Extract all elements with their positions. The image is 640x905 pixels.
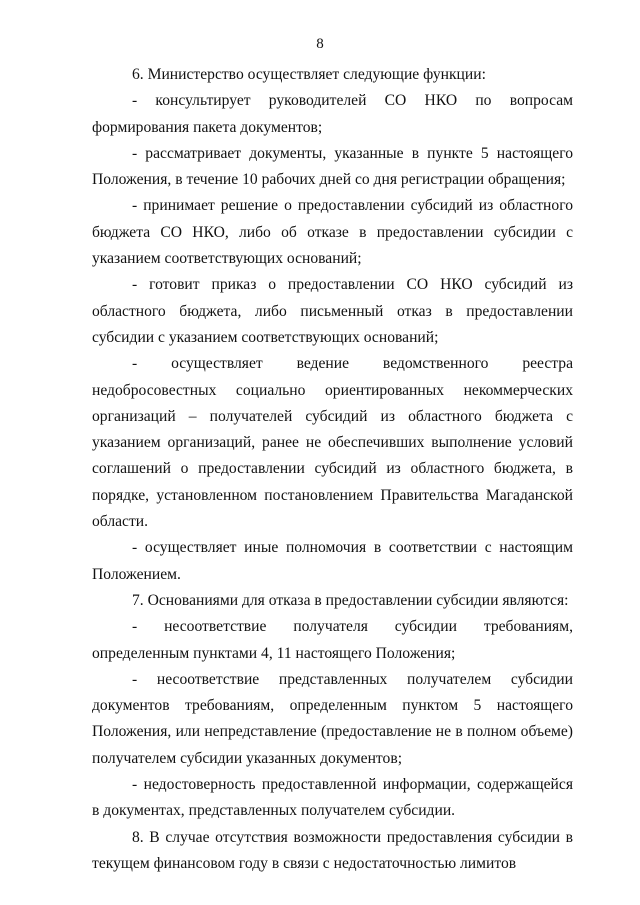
paragraph-6-item-order: - готовит приказ о предоставлении СО НКО субсидий из областного бюджета, либо письменный отказ в предоставлении субсидии с указанием соответствующих оснований; (92, 276, 573, 346)
paragraph-7-item-inaccuracy: - недостоверность предоставленной информации, содержащейся в документах, представленных получателем субсидии. (92, 776, 573, 820)
paragraph-7-item-mismatch: - несоответствие получателя субсидии требованиям, определенным пунктами 4, 11 настоящего Положения; (92, 618, 573, 662)
document-body (92, 62, 573, 877)
paragraph-6-item-registry: - осуществляет ведение ведомственного реестра недобросовестных социально ориентированных некоммерческих организаций – получателей субсидий из областного бюджета с указанием организаций, ранее не обеспечивших выполнение условий соглашений о предоставлении субсидий из областного бюджета, в порядке, установленном постановлением Правительства Магаданской области. (92, 355, 573, 531)
paragraph-6-item-decision: - принимает решение о предоставлении субсидий из областного бюджета СО НКО, либо об отказе в предоставлении субсидии с указанием соответствующих оснований; (92, 197, 573, 268)
paragraph-7-item-documents: - несоответствие представленных получателем субсидии документов требованиям, определенным пунктом 5 настоящего Положения, или непредставление (предоставление не в полном объеме) получателем субсидии указанных документов; (92, 670, 573, 767)
paragraph-7-heading: 7. Основаниями для отказа в предоставлении субсидии являются: (132, 591, 569, 609)
paragraph-6-item-review: - рассматривает документы, указанные в пункте 5 настоящего Положения, в течение 10 рабочих дней со дня регистрации обращения; (92, 144, 573, 189)
paragraph-8: 8. В случае отсутствия возможности предоставления субсидии в текущем финансовом году в связи с недостаточностью лимитов (92, 828, 573, 872)
paragraph-6-item-other: - осуществляет иные полномочия в соответствии с настоящим Положением. (92, 539, 573, 583)
paragraph-6-heading: 6. Министерство осуществляет следующие функции: (132, 66, 486, 83)
page-number: 8 (316, 36, 324, 52)
paragraph-6-item-consult: - консультирует руководителей СО НКО по вопросам формирования пакета документов; (92, 92, 573, 136)
